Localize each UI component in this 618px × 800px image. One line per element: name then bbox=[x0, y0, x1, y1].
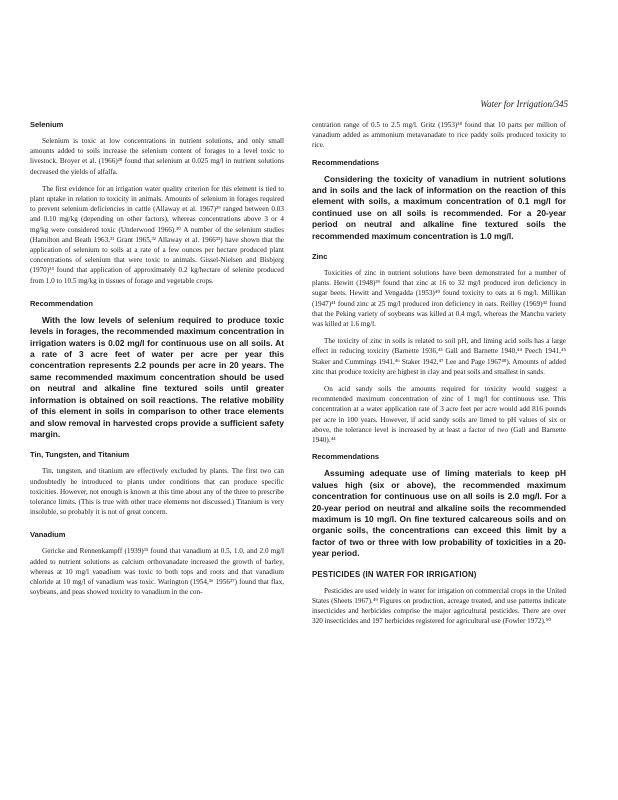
zinc-paragraph-1: Toxicities of zinc in nutrient solutions have been demonstrated for a number of plants. Hewitt (1948)³⁹ found that zinc at 16 to 32 mg/l produced iron deficiency in sugar beets. Hewitt and Vengadda (1953)⁴⁰ found toxicity to oats at 6 mg/l. Millikan (1947)⁴¹ found zinc at 25 mg/l produced iron deficiency in oats. Reilley (1969)⁴² found that the Peking variety of soybeans was killed at 0.4 mg/l, whereas the Manchu variety was killed at 1.6 mg/l. bbox=[312, 269, 566, 329]
vanadium-recommendations-heading: Recommendations bbox=[312, 157, 380, 167]
pesticides-paragraph: Pesticides are used widely in water for irrigation on commercial crops in the United States (Sheets 1967).⁴⁹ Figures on production, acreage treated, and use patterns indicate insecticides and herbicides comprise the major agricultural pesticides. There are over 320 insecticides and 197 herbicides registered for agricultural use (Fowler 1972).⁵⁰ bbox=[312, 586, 566, 626]
vanadium-heading: Vanadium bbox=[30, 530, 66, 540]
zinc-recommendations-heading: Recommendations bbox=[312, 452, 380, 462]
right-column bbox=[312, 120, 566, 633]
selenium-paragraph-1: Selenium is toxic at low concentrations in nutrient solutions, and only small amounts added to soils increase the selenium content of forages to a level toxic to livestock. Broyer et al. (1966)²⁸ found that selenium at 0.025 mg/l in nutrient solutions decreased the yields of alfalfa. bbox=[30, 137, 284, 176]
recommendation-heading: Recommendation bbox=[30, 298, 93, 308]
tin-tungsten-titanium-paragraph: Tin, tungsten, and titanium are effectively excluded by plants. The first two can undoubtedly be introduced to plants under conditions that can produce specific toxicities. However, not enough is known at this time about any of the three to prescribe tolerance limits. (This is true with other trace elements not discussed.) Titanium is very insoluble, so probably it is not of great concern. bbox=[30, 467, 284, 517]
running-head: Water for Irrigation/345 bbox=[480, 99, 568, 109]
pesticides-heading: PESTICIDES (IN WATER FOR IRRIGATION) bbox=[312, 569, 477, 579]
zinc-recommendation: Assuming adequate use of liming materials to keep pH values high (six or above), the recommended maximum concentration for continuous use on all soils is 2.0 mg/l. For a 20-year period on neutral and alkaline soils the recommended maximum is 10 mg/l. On fine textured calcareous soils and on organic soils, the concentrations can exceed this limit by a factor of two or three with low probability of toxicities in a 20-year period. bbox=[312, 468, 566, 559]
selenium-heading: Selenium bbox=[30, 120, 64, 129]
vanadium-paragraph: Gericke and Rennenkampff (1939)³⁵ found that vanadium at 0.5, 1.0, and 2.0 mg/l added to nutrient solutions as calcium orthovanadate increased the growth of barley, whereas at 10 mg/l vanadium was toxic to both tops and roots and that vanadium chloride at 10 mg/l of vanadium was toxic. Warington (1954,³⁶ 1956³⁷) found that flax, soybeans, and peas showed toxicity to vanadium in the con- bbox=[30, 547, 284, 597]
left-column bbox=[30, 120, 284, 604]
zinc-paragraph-2: The toxicity of zinc in soils is related to soil pH, and liming acid soils has a large effect in reducing toxicity (Barnette 1936,⁴³ Gall and Barnette 1940,⁴⁴ Peech 1941,⁴⁵ Staker and Cummings 1941,⁴⁶ Staker 1942,⁴⁷ Lee and Page 1967⁴⁸). Amounts of added zinc that produce toxicity are highest in clay and peat soils and smallest in sands. bbox=[312, 337, 566, 376]
selenium-recommendation: With the low levels of selenium required to produce toxic levels in forages, the recommended maximum concentration in irrigation waters is 0.02 mg/l for continuous use on all soils. At a rate of 3 acre feet of water per acre per year this concentration represents 2.2 pounds per acre in 20 years. The same recommended maximum concentration should be used on neutral and alkaline fine textured soils until greater information is obtained on soil reactions. The relative mobility of this element in soils in comparison to other trace elements and slow removal in harvested crops provide a sufficient safety margin. bbox=[30, 314, 284, 439]
tin-tungsten-titanium-heading: Tin, Tungsten, and Titanium bbox=[30, 450, 130, 460]
selenium-paragraph-2: The first evidence for an irrigation water quality criterion for this element is tied to plant uptake in relation to toxicity in animals. Amounts of selenium in forages required to prevent selenium deficiencies in cattle (Allaway et al. 1967)²⁹ ranged between 0.03 and 0.10 mg/kg (depending on other factors), whereas concentrations above 3 or 4 mg/kg were considered toxic (Underwood 1966).³⁰ A number of the selenium studies (Hamilton and Beath 1963,³¹ Grant 1965,³² Allaway et al. 1966³³) have shown that the application of selenium to soils at a rate of a few ounces per hectare produced plant concentrations of selenium that were toxic to animals. Gissel-Nielsen and Bisbjerg (1970)³⁴ found that application of approximately 0.2 kg/hectare of selenite produced from 1.0 to 10.5 mg/kg in tissues of forage and vegetable crops. bbox=[30, 184, 284, 285]
zinc-paragraph-3: On acid sandy soils the amounts required for toxicity would suggest a recommended maximum concentration of zinc of 1 mg/l for continuous use. This concentration at a water application rate of 3 acre feet per acre would add 816 pounds per acre in 100 years. However, if acid sandy soils are limed to pH values of six or above, the tolerance level is increased by at least a factor of two (Gall and Barnette 1940).⁴⁴ bbox=[312, 385, 566, 445]
zinc-heading: Zinc bbox=[312, 252, 328, 262]
vanadium-recommendation: Considering the toxicity of vanadium in nutrient solutions and in soils and the lack of information on the reaction of this element with soils, a maximum concentration of 0.1 mg/l for continued use on all soils is recommended. For a 20-year period on neutral and alkaline fine textured soils the recommended maximum concentration is 1.0 mg/l. bbox=[312, 173, 566, 241]
vanadium-paragraph-continued: centration range of 0.5 to 2.5 mg/l. Gritz (1953)³⁸ found that 10 parts per million of vanadium added as ammonium metavanadate to rice paddy soils produced toxicity to rice. bbox=[312, 121, 566, 150]
